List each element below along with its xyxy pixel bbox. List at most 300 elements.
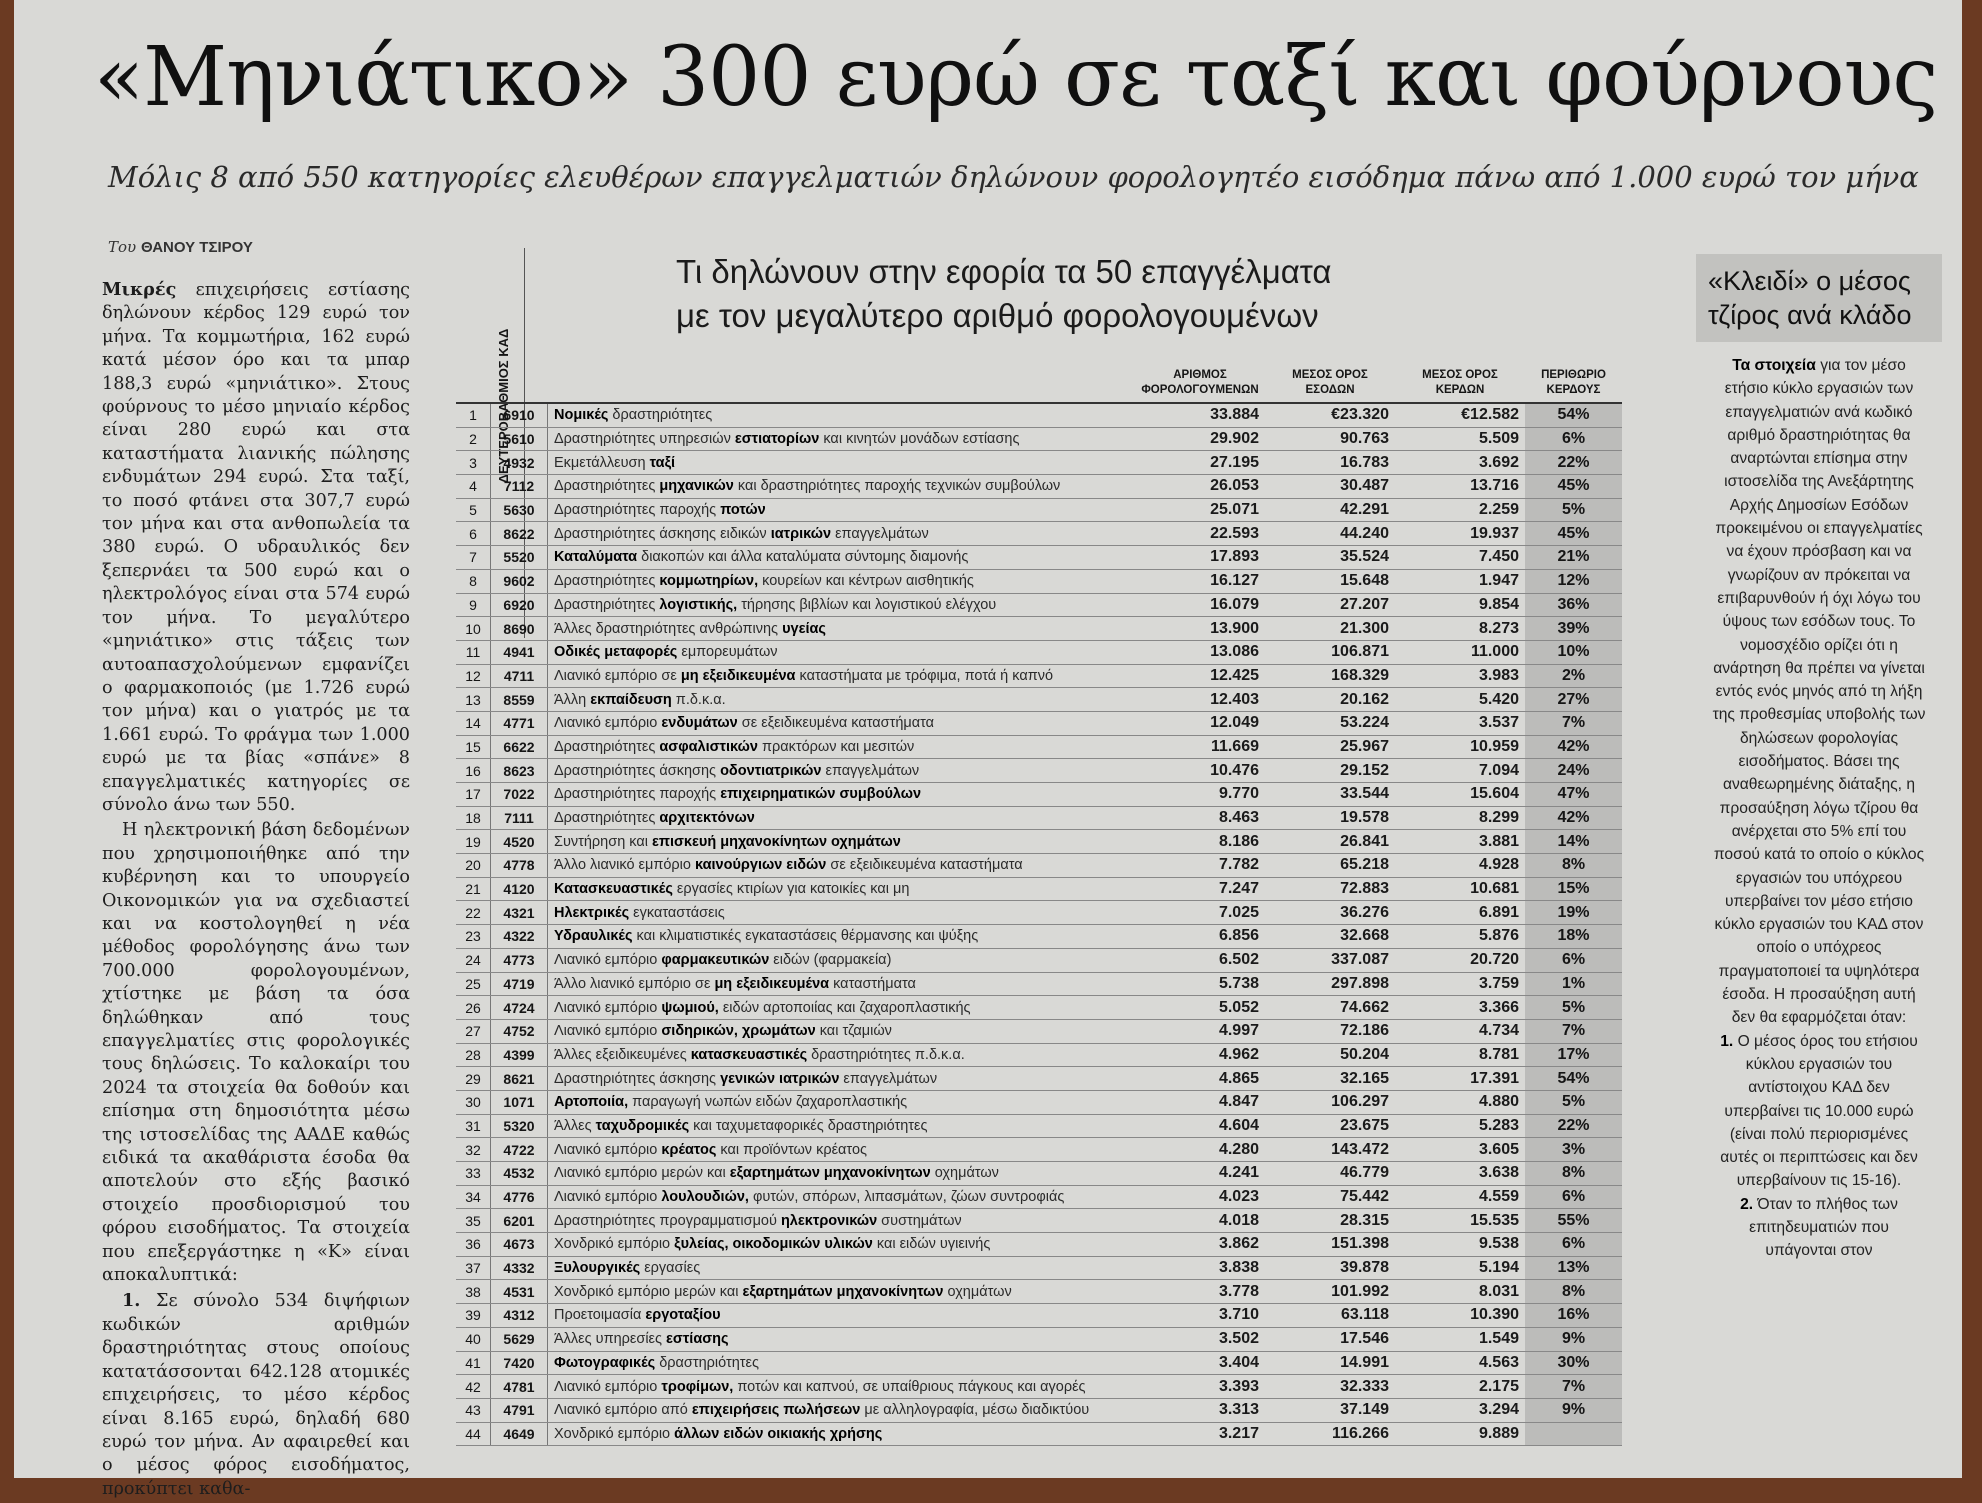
table-row [456, 901, 1622, 925]
profit-margin: 6% [1525, 1185, 1622, 1209]
activity-description: Δραστηριότητες μηχανικών και δραστηριότητες παροχής τεχνικών συμβούλων [548, 475, 1136, 499]
profit-margin: 42% [1525, 735, 1622, 759]
activity-description: Αρτοποιία, παραγωγή νωπών ειδών ζαχαροπλαστικής [548, 1090, 1136, 1114]
average-profit: 8.299 [1395, 806, 1525, 830]
activity-description: Κατασκευαστικές εργασίες κτιρίων για κατοικίες και μη [548, 877, 1136, 901]
sidebar-box [1696, 254, 1942, 1275]
table-row [456, 1090, 1622, 1114]
professions-table [456, 368, 1622, 1446]
kad-code: 4776 [491, 1185, 548, 1209]
average-profit: 1.947 [1395, 569, 1525, 593]
profit-margin: 7% [1525, 1375, 1622, 1399]
average-income: 151.398 [1265, 1233, 1395, 1257]
activity-description: Δραστηριότητες παροχής επιχειρηματικών συμβούλων [548, 783, 1136, 807]
activity-description: Άλλη εκπαίδευση π.δ.κ.α. [548, 688, 1136, 712]
average-income: 33.544 [1265, 783, 1395, 807]
header-taxpayers: ΑΡΙΘΜΟΣ ΦΟΡΟΛΟΓΟΥΜΕΝΩΝ [1135, 368, 1265, 403]
kad-code: 4399 [491, 1043, 548, 1067]
taxpayers-count: 22.593 [1135, 522, 1265, 546]
taxpayers-count: 29.902 [1135, 427, 1265, 451]
average-profit: 5.509 [1395, 427, 1525, 451]
taxpayers-count: 12.049 [1135, 711, 1265, 735]
average-income: 168.329 [1265, 664, 1395, 688]
row-number: 6 [456, 522, 491, 546]
average-profit: 5.420 [1395, 688, 1525, 712]
average-profit: 5.194 [1395, 1256, 1525, 1280]
table-row [456, 854, 1622, 878]
lead-word: Μικρές [102, 279, 177, 300]
row-number: 42 [456, 1375, 491, 1399]
table-row [456, 1351, 1622, 1375]
profit-margin: 19% [1525, 901, 1622, 925]
profit-margin: 55% [1525, 1209, 1622, 1233]
row-number: 39 [456, 1304, 491, 1328]
activity-description: Άλλες δραστηριότητες ανθρώπινης υγείας [548, 617, 1136, 641]
average-income: 19.578 [1265, 806, 1395, 830]
row-number: 21 [456, 877, 491, 901]
row-number: 15 [456, 735, 491, 759]
kad-code: 8622 [491, 522, 548, 546]
kad-code: 4673 [491, 1233, 548, 1257]
table-row [456, 617, 1622, 641]
activity-description: Δραστηριότητες άσκησης ειδικών ιατρικών επαγγελμάτων [548, 522, 1136, 546]
profit-margin: 1% [1525, 972, 1622, 996]
activity-description: Λιανικό εμπόριο λουλουδιών, φυτών, σπόρων, λιπασμάτων, ζώων συντροφιάς [548, 1185, 1136, 1209]
row-number: 14 [456, 711, 491, 735]
byline-author: ΘΑΝΟΥ ΤΣΙΡΟΥ [140, 239, 253, 256]
activity-description: Άλλες ταχυδρομικές και ταχυμεταφορικές δραστηριότητες [548, 1114, 1136, 1138]
profit-margin: 6% [1525, 948, 1622, 972]
average-income: 29.152 [1265, 759, 1395, 783]
average-income: 36.276 [1265, 901, 1395, 925]
taxpayers-count: 4.604 [1135, 1114, 1265, 1138]
table-row [456, 1067, 1622, 1091]
profit-margin: 17% [1525, 1043, 1622, 1067]
kad-code: 4778 [491, 854, 548, 878]
profit-margin: 13% [1525, 1256, 1622, 1280]
average-income: 35.524 [1265, 546, 1395, 570]
kad-code: 8621 [491, 1067, 548, 1091]
profit-margin: 47% [1525, 783, 1622, 807]
profit-margin [1525, 1422, 1622, 1446]
kad-code: 4773 [491, 948, 548, 972]
article-paragraph-2: Η ηλεκτρονική βάση δεδομένων που χρησιμοποιήθηκε από την κυβέρνηση και το υπουργείο Οικονομικών για να σχεδιαστεί και να κοστολογηθεί η νέα μέθοδος φορολόγησης άνω των 700.000 φορολογουμένων, χτίστηκε με βάση τα όσα δηλώθηκαν από τους επαγγελματίες στις φορολογικές τους δηλώσεις. Το καλοκαίρι του 2024 τα στοιχεία θα δοθούν και επίσημα στη δημοσιότητα μέσω της ιστοσελίδας της ΑΑΔΕ καθώς ειδικά τα ακαθάριστα έσοδα θα αποτελούν στο εξής βασικό στοιχείο προσδιορισμού του φόρου εισοδήματος. Τα στοιχεία που επεξεργάστηκε η «Κ» είναι αποκαλυπτικά: [102, 820, 410, 1286]
profit-margin: 5% [1525, 996, 1622, 1020]
average-income: 26.841 [1265, 830, 1395, 854]
row-number: 12 [456, 664, 491, 688]
activity-description: Άλλο λιανικό εμπόριο σε μη εξειδικευμένα καταστήματα [548, 972, 1136, 996]
byline [108, 238, 253, 256]
table-row [456, 522, 1622, 546]
activity-description: Λιανικό εμπόριο από επιχειρήσεις πωλήσεων με αλληλογραφία, μέσω διαδικτύου [548, 1398, 1136, 1422]
newspaper-page [14, 0, 1962, 1499]
table-row [456, 1209, 1622, 1233]
average-income: 75.442 [1265, 1185, 1395, 1209]
row-number: 40 [456, 1327, 491, 1351]
table-row [456, 427, 1622, 451]
kad-code: 6622 [491, 735, 548, 759]
average-income: 337.087 [1265, 948, 1395, 972]
activity-description: Υδραυλικές και κλιματιστικές εγκαταστάσεις θέρμανσης και ψύξης [548, 925, 1136, 949]
profit-margin: 30% [1525, 1351, 1622, 1375]
table-row [456, 475, 1622, 499]
row-number: 44 [456, 1422, 491, 1446]
profit-margin: 16% [1525, 1304, 1622, 1328]
article-paragraph-1: Μικρές επιχειρήσεις εστίασης δηλώνουν κέρδος 129 ευρώ τον μήνα. Τα κομμωτήρια, 162 ευρώ κατά μέσον όρο και τα μπαρ 188,3 ευρώ «μηνιάτικο». Στους φούρνους το μέσο μηνιαίο κέρδος είναι 280 ευρώ και στα καταστήματα λιανικής πώλησης ενδυμάτων 294 ευρώ. Στα ταξί, το ποσό φτάνει στα 307,7 ευρώ τον μήνα και στα ανθοπωλεία τα 380 ευρώ. Ο υδραυλικός δεν ξεπερνάει τα 500 ευρώ και ο ηλεκτρολόγος είναι στα 574 ευρώ τον μήνα. Το μεγαλύτερο «μηνιάτικο» στις τάξεις των αυτοαπασχολούμενων εμφανίζει ο φαρμακοποιός (με 1.726 ευρώ τον μήνα) και ο γιατρός με τα 1.661 ευρώ. Το φράγμα των 1.000 ευρώ με τα βίας «σπάνε» 8 επαγγελματικές κατηγορίες σε σύνολο άνω των 550. [102, 279, 410, 815]
row-number: 17 [456, 783, 491, 807]
profit-margin: 42% [1525, 806, 1622, 830]
profit-margin: 7% [1525, 1019, 1622, 1043]
kad-code: 4649 [491, 1422, 548, 1446]
row-number: 10 [456, 617, 491, 641]
profit-margin: 8% [1525, 854, 1622, 878]
table-row [456, 498, 1622, 522]
average-income: 23.675 [1265, 1114, 1395, 1138]
taxpayers-count: 3.862 [1135, 1233, 1265, 1257]
row-number: 43 [456, 1398, 491, 1422]
profit-margin: 9% [1525, 1398, 1622, 1422]
average-income: 297.898 [1265, 972, 1395, 996]
taxpayers-count: 3.313 [1135, 1398, 1265, 1422]
kad-code: 4722 [491, 1138, 548, 1162]
activity-description: Λιανικό εμπόριο σιδηρικών, χρωμάτων και τζαμιών [548, 1019, 1136, 1043]
average-profit: €12.582 [1395, 403, 1525, 427]
kad-code: 7111 [491, 806, 548, 830]
taxpayers-count: 16.127 [1135, 569, 1265, 593]
table-row [456, 806, 1622, 830]
kad-code: 8690 [491, 617, 548, 641]
profit-margin: 15% [1525, 877, 1622, 901]
activity-description: Λιανικό εμπόριο μερών και εξαρτημάτων μηχανοκίνητων οχημάτων [548, 1162, 1136, 1186]
profit-margin: 10% [1525, 640, 1622, 664]
average-profit: 11.000 [1395, 640, 1525, 664]
row-number: 20 [456, 854, 491, 878]
activity-description: Ξυλουργικές εργασίες [548, 1256, 1136, 1280]
kad-code: 4781 [491, 1375, 548, 1399]
table-row [456, 1233, 1622, 1257]
kad-code: 4321 [491, 901, 548, 925]
average-profit: 1.549 [1395, 1327, 1525, 1351]
kad-code: 4120 [491, 877, 548, 901]
activity-description: Λιανικό εμπόριο σε μη εξειδικευμένα καταστήματα με τρόφιμα, ποτά ή καπνό [548, 664, 1136, 688]
average-income: 101.992 [1265, 1280, 1395, 1304]
kad-code: 4771 [491, 711, 548, 735]
average-profit: 4.734 [1395, 1019, 1525, 1043]
activity-description: Φωτογραφικές δραστηριότητες [548, 1351, 1136, 1375]
row-number: 30 [456, 1090, 491, 1114]
activity-description: Καταλύματα διακοπών και άλλα καταλύματα σύντομης διαμονής [548, 546, 1136, 570]
table-row [456, 996, 1622, 1020]
table-row [456, 783, 1622, 807]
table-row [456, 403, 1622, 427]
activity-description: Χονδρικό εμπόριο ξυλείας, οικοδομικών υλικών και ειδών υγιεινής [548, 1233, 1136, 1257]
row-number: 41 [456, 1351, 491, 1375]
row-number: 19 [456, 830, 491, 854]
average-profit: 10.681 [1395, 877, 1525, 901]
average-profit: 6.891 [1395, 901, 1525, 925]
taxpayers-count: 7.247 [1135, 877, 1265, 901]
kad-code: 1071 [491, 1090, 548, 1114]
activity-description: Δραστηριότητες προγραμματισμού ηλεκτρονικών συστημάτων [548, 1209, 1136, 1233]
table-row [456, 925, 1622, 949]
kad-code: 7112 [491, 475, 548, 499]
kad-code: 5320 [491, 1114, 548, 1138]
profit-margin: 27% [1525, 688, 1622, 712]
average-income: 65.218 [1265, 854, 1395, 878]
average-profit: 9.538 [1395, 1233, 1525, 1257]
row-number: 5 [456, 498, 491, 522]
profit-margin: 22% [1525, 451, 1622, 475]
table-row [456, 688, 1622, 712]
professions-table-box [456, 242, 1646, 1452]
profit-margin: 6% [1525, 1233, 1622, 1257]
taxpayers-count: 5.052 [1135, 996, 1265, 1020]
kad-code: 6910 [491, 403, 548, 427]
average-income: 50.204 [1265, 1043, 1395, 1067]
activity-description: Δραστηριότητες αρχιτεκτόνων [548, 806, 1136, 830]
taxpayers-count: 17.893 [1135, 546, 1265, 570]
profit-margin: 14% [1525, 830, 1622, 854]
average-income: 15.648 [1265, 569, 1395, 593]
average-income: 32.668 [1265, 925, 1395, 949]
average-income: 46.779 [1265, 1162, 1395, 1186]
average-income: 74.662 [1265, 996, 1395, 1020]
average-profit: 8.781 [1395, 1043, 1525, 1067]
row-number: 27 [456, 1019, 491, 1043]
row-number: 4 [456, 475, 491, 499]
average-income: 90.763 [1265, 427, 1395, 451]
taxpayers-count: 26.053 [1135, 475, 1265, 499]
average-profit: 3.294 [1395, 1398, 1525, 1422]
row-number: 29 [456, 1067, 491, 1091]
table-row [456, 1280, 1622, 1304]
taxpayers-count: 3.217 [1135, 1422, 1265, 1446]
average-profit: 17.391 [1395, 1067, 1525, 1091]
kad-column-header: ΔΕΥΤΕΡΟΒΑΘΜΙΟΣ ΚΑΔ [474, 248, 525, 638]
average-profit: 3.366 [1395, 996, 1525, 1020]
table-row [456, 1185, 1622, 1209]
average-profit: 4.928 [1395, 854, 1525, 878]
average-profit: 4.880 [1395, 1090, 1525, 1114]
activity-description: Άλλες υπηρεσίες εστίασης [548, 1327, 1136, 1351]
article-paragraph-3: 1. Σε σύνολο 534 διψήφιων κωδικών αριθμών δραστηριότητας στους οποίους κατατάσσονται 642.128 ατομικές επιχειρήσεις, το μέσο κέρδος είναι 8.165 ευρώ, δηλαδή 680 ευρώ τον μήνα. Αν αφαιρεθεί και ο μέσος φόρος εισοδήματος, προκύπτει καθα- [102, 1290, 410, 1499]
row-number: 11 [456, 640, 491, 664]
sidebar-item-number-1: 1. [1720, 1032, 1734, 1050]
table-body [456, 403, 1622, 1446]
kad-code: 9602 [491, 569, 548, 593]
table-row [456, 546, 1622, 570]
taxpayers-count: 3.838 [1135, 1256, 1265, 1280]
row-number: 35 [456, 1209, 491, 1233]
table-row [456, 1327, 1622, 1351]
profit-margin: 5% [1525, 498, 1622, 522]
kad-code: 4312 [491, 1304, 548, 1328]
taxpayers-count: 7.025 [1135, 901, 1265, 925]
profit-margin: 18% [1525, 925, 1622, 949]
average-profit: 5.876 [1395, 925, 1525, 949]
activity-description: Λιανικό εμπόριο φαρμακευτικών ειδών (φαρμακεία) [548, 948, 1136, 972]
taxpayers-count: 10.476 [1135, 759, 1265, 783]
average-income: 14.991 [1265, 1351, 1395, 1375]
table-row [456, 664, 1622, 688]
taxpayers-count: 33.884 [1135, 403, 1265, 427]
average-profit: 4.559 [1395, 1185, 1525, 1209]
average-profit: 3.638 [1395, 1162, 1525, 1186]
table-row [456, 1043, 1622, 1067]
table-row [456, 569, 1622, 593]
taxpayers-count: 5.738 [1135, 972, 1265, 996]
kad-code: 4752 [491, 1019, 548, 1043]
kad-code: 4520 [491, 830, 548, 854]
taxpayers-count: 27.195 [1135, 451, 1265, 475]
row-number: 32 [456, 1138, 491, 1162]
row-number: 38 [456, 1280, 491, 1304]
profit-margin: 22% [1525, 1114, 1622, 1138]
taxpayers-count: 4.023 [1135, 1185, 1265, 1209]
average-profit: 7.094 [1395, 759, 1525, 783]
average-profit: 13.716 [1395, 475, 1525, 499]
activity-description: Δραστηριότητες άσκησης οδοντιατρικών επαγγελμάτων [548, 759, 1136, 783]
table-row [456, 972, 1622, 996]
average-profit: 15.535 [1395, 1209, 1525, 1233]
kad-code: 7420 [491, 1351, 548, 1375]
taxpayers-count: 3.404 [1135, 1351, 1265, 1375]
row-number: 28 [456, 1043, 491, 1067]
average-income: 32.165 [1265, 1067, 1395, 1091]
kad-code: 5610 [491, 427, 548, 451]
row-number: 16 [456, 759, 491, 783]
activity-description: Δραστηριότητες παροχής ποτών [548, 498, 1136, 522]
kad-code: 4531 [491, 1280, 548, 1304]
profit-margin: 12% [1525, 569, 1622, 593]
table-row [456, 451, 1622, 475]
average-profit: 3.759 [1395, 972, 1525, 996]
table-row [456, 1398, 1622, 1422]
activity-description: Άλλο λιανικό εμπόριο καινούργιων ειδών σε εξειδικευμένα καταστήματα [548, 854, 1136, 878]
profit-margin: 7% [1525, 711, 1622, 735]
row-number: 36 [456, 1233, 491, 1257]
kad-code: 5630 [491, 498, 548, 522]
activity-description: Λιανικό εμπόριο ψωμιού, ειδών αρτοποιίας και ζαχαροπλαστικής [548, 996, 1136, 1020]
row-number: 22 [456, 901, 491, 925]
row-number: 24 [456, 948, 491, 972]
activity-description: Οδικές μεταφορές εμπορευμάτων [548, 640, 1136, 664]
row-number: 8 [456, 569, 491, 593]
kad-code: 4724 [491, 996, 548, 1020]
taxpayers-count: 4.847 [1135, 1090, 1265, 1114]
profit-margin: 3% [1525, 1138, 1622, 1162]
average-profit: 10.390 [1395, 1304, 1525, 1328]
average-income: 53.224 [1265, 711, 1395, 735]
kad-code: 4791 [491, 1398, 548, 1422]
table-row [456, 1256, 1622, 1280]
row-number: 25 [456, 972, 491, 996]
header-margin: ΠΕΡΙΘΩΡΙΟ ΚΕΡΔΟΥΣ [1525, 368, 1622, 403]
average-income: 28.315 [1265, 1209, 1395, 1233]
average-profit: 19.937 [1395, 522, 1525, 546]
profit-margin: 54% [1525, 403, 1622, 427]
table-row [456, 1019, 1622, 1043]
average-profit: 2.175 [1395, 1375, 1525, 1399]
taxpayers-count: 9.770 [1135, 783, 1265, 807]
table-row [456, 1114, 1622, 1138]
table-row [456, 877, 1622, 901]
table-row [456, 711, 1622, 735]
average-income: 32.333 [1265, 1375, 1395, 1399]
profit-margin: 45% [1525, 522, 1622, 546]
average-profit: 3.881 [1395, 830, 1525, 854]
average-profit: 3.983 [1395, 664, 1525, 688]
average-profit: 3.605 [1395, 1138, 1525, 1162]
taxpayers-count: 4.962 [1135, 1043, 1265, 1067]
average-income: 17.546 [1265, 1327, 1395, 1351]
average-profit: 3.692 [1395, 451, 1525, 475]
average-profit: 20.720 [1395, 948, 1525, 972]
kad-code: 7022 [491, 783, 548, 807]
average-income: 72.186 [1265, 1019, 1395, 1043]
sidebar-body: Τα στοιχεία για τον μέσο ετήσιο κύκλο εργασιών των επαγγελματιών ανά κωδικό αριθμό δραστηριότητας θα αναρτώνται επίσημα στην ιστοσελίδα της Ανεξάρτητης Αρχής Δημοσίων Εσόδων προκειμένου οι επαγγελματίες να έχουν πρόσβαση και να γνωρίζουν αν πρόκειται να επιβαρυνθούν ή όχι λόγω του ύψους των εσόδων τους. Το νομοσχέδιο ορίζει ότι η ανάρτηση θα πρέπει να γίνεται εντός ενός μηνός από τη λήξη της προθεσμίας υποβολής των δηλώσεων φορολογίας εισοδήματος. Βάσει της αναθεωρημένης διάταξης, η προσαύξηση λόγω τζίρου θα ανέρχεται στο 5% επί του ποσού κατά το οποίο ο κύκλος εργασιών του υπόχρεου υπερβαίνει τον μέσο ετήσιο κύκλο εργασιών του ΚΑΔ στον οποίο ο υπόχρεος πραγματοποιεί τα υψηλότερα έσοδα. Η προσαύξηση αυτή δεν θα εφαρμόζεται όταν: 1. Ο μέσος όρος του ετήσιου κύκλου εργασιών του αντίστοιχου ΚΑΔ δεν υπερβαίνει τις 10.000 ευρώ (είναι πολύ περιορισμένες αυτές οι περιπτώσεις και δεν υπερβαίνουν τις 15-16). 2. Όταν το πλήθος των επιτηδευματιών που υπάγονται στον [1712, 357, 1926, 1260]
taxpayers-count: 13.086 [1135, 640, 1265, 664]
activity-description: Προετοιμασία εργοταξίου [548, 1304, 1136, 1328]
taxpayers-count: 4.997 [1135, 1019, 1265, 1043]
taxpayers-count: 13.900 [1135, 617, 1265, 641]
taxpayers-count: 16.079 [1135, 593, 1265, 617]
profit-margin: 54% [1525, 1067, 1622, 1091]
row-number: 37 [456, 1256, 491, 1280]
row-number: 18 [456, 806, 491, 830]
table-row [456, 759, 1622, 783]
average-income: 21.300 [1265, 617, 1395, 641]
taxpayers-count: 8.186 [1135, 830, 1265, 854]
taxpayers-count: 3.710 [1135, 1304, 1265, 1328]
list-number: 1. [122, 1290, 141, 1312]
profit-margin: 36% [1525, 593, 1622, 617]
average-profit: 4.563 [1395, 1351, 1525, 1375]
row-number: 33 [456, 1162, 491, 1186]
table-row [456, 735, 1622, 759]
taxpayers-count: 4.865 [1135, 1067, 1265, 1091]
average-income: 27.207 [1265, 593, 1395, 617]
taxpayers-count: 6.856 [1135, 925, 1265, 949]
header-profit: ΜΕΣΟΣ ΟΡΟΣ ΚΕΡΔΩΝ [1395, 368, 1525, 403]
kad-code: 5629 [491, 1327, 548, 1351]
average-income: 106.871 [1265, 640, 1395, 664]
row-number: 34 [456, 1185, 491, 1209]
byline-prefix: Του [108, 238, 137, 256]
average-income: 42.291 [1265, 498, 1395, 522]
header-income: ΜΕΣΟΣ ΟΡΟΣ ΕΣΟΔΩΝ [1265, 368, 1395, 403]
activity-description: Συντήρηση και επισκευή μηχανοκίνητων οχημάτων [548, 830, 1136, 854]
average-income: 44.240 [1265, 522, 1395, 546]
average-profit: 8.031 [1395, 1280, 1525, 1304]
table-row [456, 1375, 1622, 1399]
activity-description: Νομικές δραστηριότητες [548, 403, 1136, 427]
profit-margin: 9% [1525, 1327, 1622, 1351]
headline: «Μηνιάτικο» 300 ευρώ σε ταξί και φούρνους [94, 30, 1938, 125]
activity-description: Δραστηριότητες ασφαλιστικών πρακτόρων και μεσιτών [548, 735, 1136, 759]
activity-description: Εκμετάλλευση ταξί [548, 451, 1136, 475]
activity-description: Άλλες εξειδικευμένες κατασκευαστικές δραστηριότητες π.δ.κ.α. [548, 1043, 1136, 1067]
table-row [456, 640, 1622, 664]
average-income: 37.149 [1265, 1398, 1395, 1422]
article-left-column [102, 278, 410, 1503]
kad-code: 8559 [491, 688, 548, 712]
average-income: 25.967 [1265, 735, 1395, 759]
table-row [456, 1138, 1622, 1162]
taxpayers-count: 7.782 [1135, 854, 1265, 878]
kad-code: 5520 [491, 546, 548, 570]
sidebar-lead: Τα στοιχεία [1732, 357, 1816, 374]
